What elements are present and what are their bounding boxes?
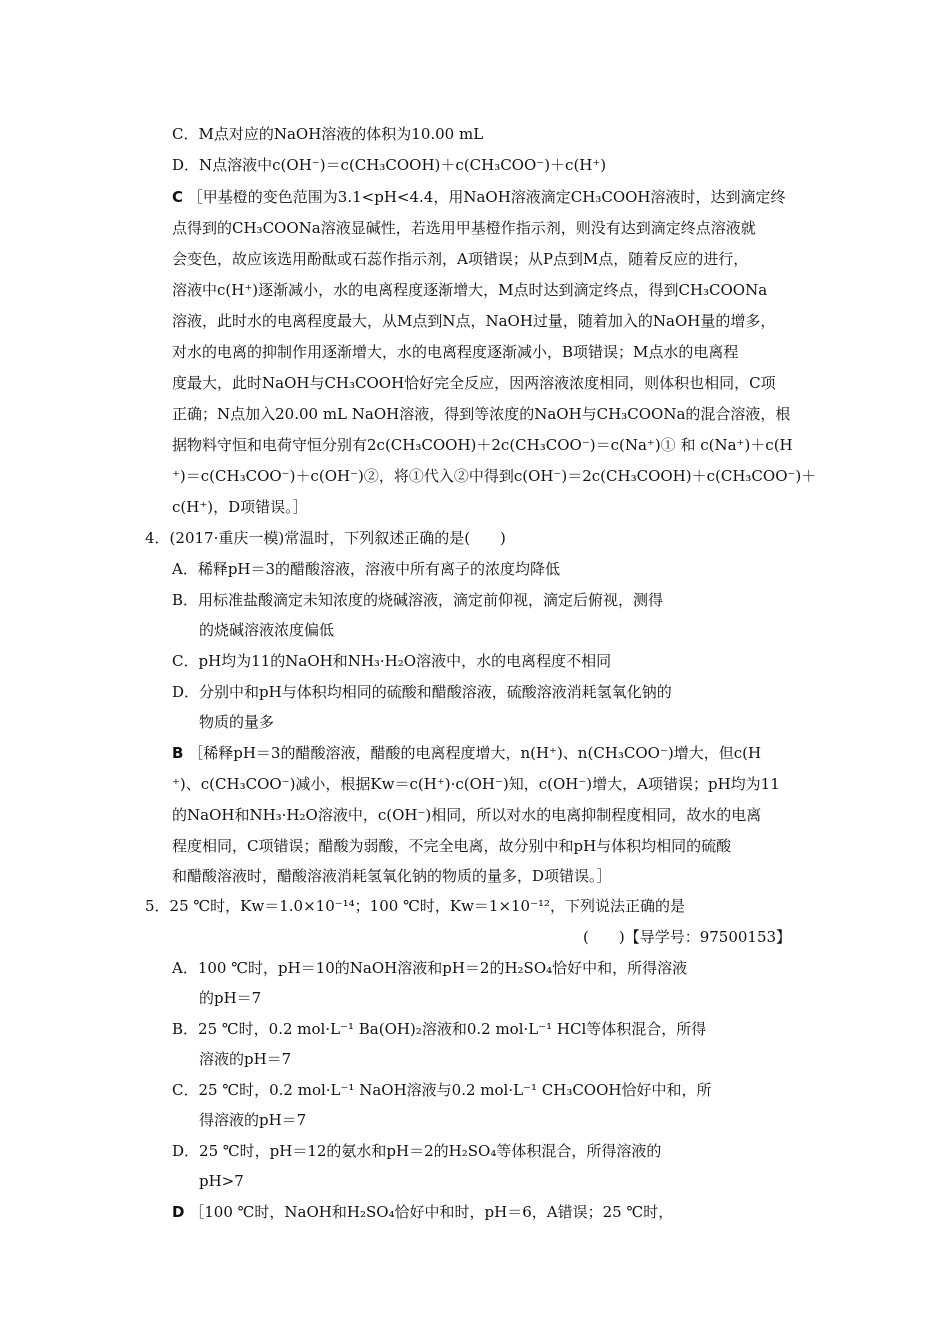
q3-explanation-text: ［甲基橙的变色范围为3.1<pH<4.4，用NaOH溶液滴定CH₃COOH溶液时，达到滴定终 (187, 188, 786, 206)
q3-explanation-line: 据物料守恒和电荷守恒分别有2c(CH₃COOH)＋2c(CH₃COO⁻)＝c(Na⁺)① 和 c(Na⁺)＋c(H (172, 436, 793, 454)
q4-stem: 4．(2017·重庆一模)常温时，下列叙述正确的是( ) (145, 529, 506, 547)
q3-explanation-line: 正确；N点加入20.00 mL NaOH溶液，得到等浓度的NaOH与CH₃COONa的混合溶液，根 (172, 405, 791, 423)
q5-stem-tail: ( )【导学号：97500153】 (583, 928, 792, 946)
q5-option-b: B．25 ℃时，0.2 mol·L⁻¹ Ba(OH)₂溶液和0.2 mol·L⁻¹ HCl等体积混合，所得 (172, 1020, 707, 1038)
q4-option-a: A．稀释pH＝3的醋酸溶液，溶液中所有离子的浓度均降低 (172, 560, 561, 578)
q4-explanation-text: ［稀释pH＝3的醋酸溶液，醋酸的电离程度增大，n(H⁺)、n(CH₃COO⁻)增大，但c(H (188, 744, 762, 762)
q5-option-a: A．100 ℃时，pH＝10的NaOH溶液和pH＝2的H₂SO₄恰好中和，所得溶液 (172, 959, 688, 977)
q4-explanation-line: ⁺)、c(CH₃COO⁻)减小，根据Kw＝c(H⁺)·c(OH⁻)知，c(OH⁻)增大，A项错误；pH均为11 (172, 775, 780, 793)
q4-explanation-line: 和醋酸溶液时，醋酸溶液消耗氢氧化钠的物质的量多，D项错误。］ (172, 867, 612, 885)
q3-explanation-line: 对水的电离的抑制作用逐渐增大，水的电离程度逐渐减小，B项错误；M点水的电离程 (172, 343, 739, 361)
q4-explanation-line: 的NaOH和NH₃·H₂O溶液中，c(OH⁻)相同，所以对水的电离抑制程度相同，故水的电离 (172, 806, 762, 824)
q3-explanation-line: 度最大，此时NaOH与CH₃COOH恰好完全反应，因两溶液浓度相同，则体积也相同，C项 (172, 374, 776, 392)
q4-answer-letter: B (172, 744, 184, 762)
q3-answer-letter: C (172, 188, 184, 206)
q3-explanation-line (172, 187, 786, 207)
q4-explanation-line: 程度相同，C项错误；醋酸为弱酸，不完全电离，故分别中和pH与体积均相同的硫酸 (172, 837, 732, 855)
q3-explanation-line: 溶液，此时水的电离程度最大，从M点到N点，NaOH过量，随着加入的NaOH量的增多， (172, 312, 776, 330)
q4-option-b: B．用标准盐酸滴定未知浓度的烧碱溶液，滴定前仰视，滴定后俯视，测得 (172, 591, 664, 609)
q3-option-d: D．N点溶液中c(OH⁻)＝c(CH₃COOH)＋c(CH₃COO⁻)＋c(H⁺) (172, 156, 607, 174)
q3-explanation-line: c(H⁺)，D项错误。］ (172, 498, 308, 516)
q5-explanation-line (172, 1202, 673, 1222)
q5-option-d-cont: pH>7 (199, 1172, 244, 1190)
q5-explanation-text: ［100 ℃时，NaOH和H₂SO₄恰好中和时，pH＝6，A错误；25 ℃时， (189, 1203, 674, 1221)
q5-answer-letter: D (172, 1203, 185, 1221)
q4-option-d-cont: 物质的量多 (199, 713, 275, 731)
q5-option-c-cont: 得溶液的pH＝7 (199, 1111, 307, 1129)
q5-option-b-cont: 溶液的pH＝7 (199, 1050, 292, 1068)
q3-explanation-line: ⁺)＝c(CH₃COO⁻)＋c(OH⁻)②，将①代入②中得到c(OH⁻)＝2c(CH₃COOH)＋c(CH₃COO⁻)＋ (172, 467, 817, 485)
q3-explanation-line: 溶液中c(H⁺)逐渐减小，水的电离程度逐渐增大，M点时达到滴定终点，得到CH₃COONa (172, 281, 768, 299)
q5-option-d: D．25 ℃时，pH＝12的氨水和pH＝2的H₂SO₄等体积混合，所得溶液的 (172, 1142, 662, 1160)
q5-option-a-cont: 的pH＝7 (199, 989, 262, 1007)
q3-explanation-line: 点得到的CH₃COONa溶液显碱性，若选用甲基橙作指示剂，则没有达到滴定终点溶液就 (172, 219, 756, 237)
q3-explanation-line: 会变色，故应该选用酚酞或石蕊作指示剂，A项错误；从P点到M点，随着反应的进行， (172, 250, 749, 268)
q4-option-c: C．pH均为11的NaOH和NH₃·H₂O溶液中，水的电离程度不相同 (172, 652, 612, 670)
q4-option-d: D．分别中和pH与体积均相同的硫酸和醋酸溶液，硫酸溶液消耗氢氧化钠的 (172, 683, 672, 701)
q5-option-c: C．25 ℃时，0.2 mol·L⁻¹ NaOH溶液与0.2 mol·L⁻¹ CH₃COOH恰好中和，所 (172, 1081, 712, 1099)
q4-explanation-line (172, 743, 761, 763)
q4-option-b-cont: 的烧碱溶液浓度偏低 (199, 621, 335, 639)
q5-stem: 5．25 ℃时，Kw＝1.0×10⁻¹⁴；100 ℃时，Kw＝1×10⁻¹²，下列说法正确的是 (145, 897, 686, 915)
q3-option-c: C．M点对应的NaOH溶液的体积为10.00 mL (172, 125, 484, 143)
